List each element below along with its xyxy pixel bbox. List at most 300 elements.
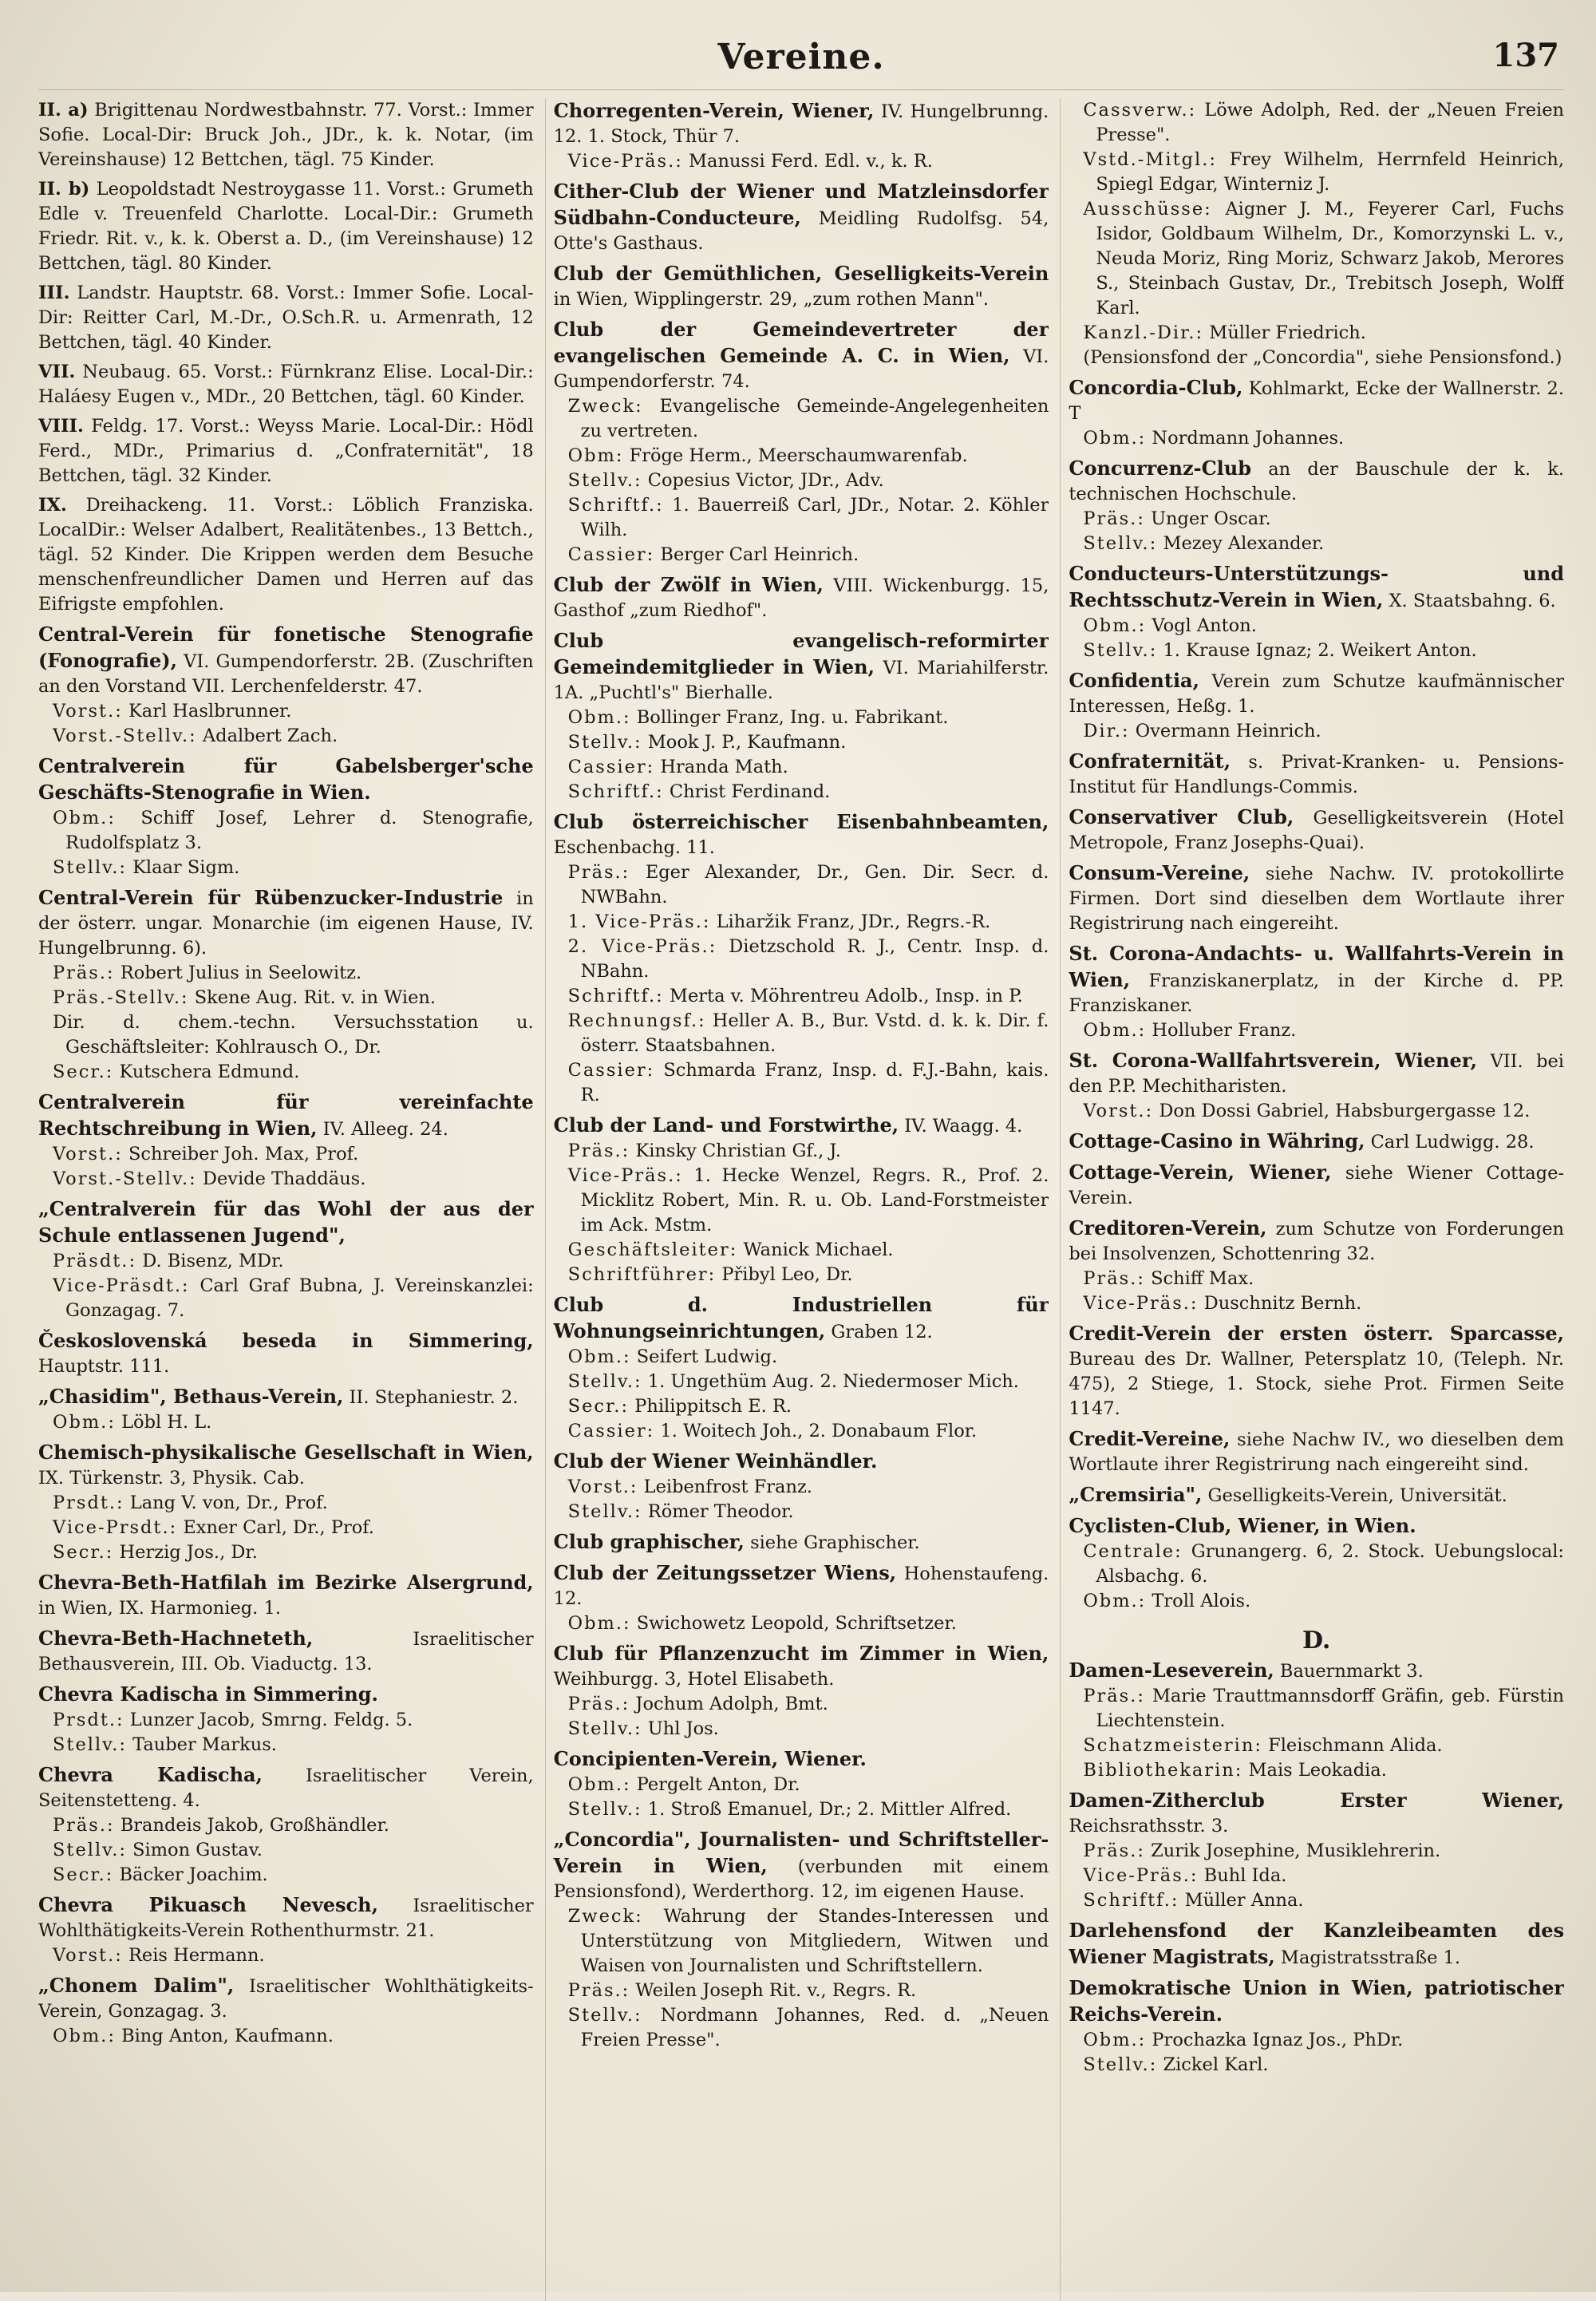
entry-officer-line bbox=[1069, 2053, 1564, 2078]
officer-name: Overmann Heinrich. bbox=[1135, 721, 1321, 741]
directory-entry bbox=[1069, 1482, 1564, 1508]
officer-name: Liharžik Franz, JDr., Regrs.-R. bbox=[716, 911, 991, 932]
directory-entry bbox=[38, 493, 534, 617]
entry-name: Club evangelisch-reformirter Gemeindemitglieder in Wien, bbox=[553, 629, 1049, 678]
directory-entry bbox=[554, 809, 1049, 1108]
entry-name: „Cremsiria", bbox=[1069, 1483, 1203, 1506]
entry-name: Demokratische Union in Wien, patriotischer Reichs-Verein. bbox=[1069, 1976, 1565, 2026]
officer-name: Klaar Sigm. bbox=[132, 857, 240, 878]
directory-entry bbox=[1069, 456, 1564, 556]
page-number: 137 bbox=[1492, 37, 1559, 74]
directory-entry bbox=[38, 1892, 534, 1968]
entry-details: an der Bauschule der k. k. technischen Hochschule. bbox=[1069, 459, 1565, 504]
entry-district: III. bbox=[38, 283, 70, 303]
directory-entry bbox=[38, 1626, 534, 1677]
officer-name: Zurik Josephine, Musiklehrerin. bbox=[1151, 1840, 1441, 1861]
directory-entry bbox=[554, 1113, 1049, 1287]
directory-entry bbox=[38, 1384, 534, 1435]
entry-details: in Wien, Wipplingerstr. 29, „zum rothen Mann". bbox=[553, 289, 989, 310]
officer-role: Obm: bbox=[567, 445, 624, 466]
entry-officer-line bbox=[38, 1516, 534, 1540]
officer-name: Unger Oscar. bbox=[1151, 508, 1271, 529]
officer-name: Holluber Franz. bbox=[1152, 1020, 1297, 1041]
officer-name: Vogl Anton. bbox=[1152, 615, 1257, 636]
officer-role: Obm.: bbox=[53, 1412, 116, 1433]
entry-name: „Concordia", Journalisten- und Schriftsteller-Verein in Wien, bbox=[553, 1828, 1049, 1877]
officer-name: Pergelt Anton, Dr. bbox=[636, 1774, 800, 1795]
entry-details: VII. bei den P.P. Mechitharisten. bbox=[1069, 1051, 1564, 1097]
officer-role: Zweck: bbox=[567, 396, 643, 417]
directory-entry bbox=[554, 628, 1049, 805]
entry-officer-line bbox=[1069, 197, 1564, 321]
entry-details: Eschenbachg. 11. bbox=[553, 837, 715, 858]
entry-details: IV. Alleeg. 24. bbox=[322, 1119, 448, 1140]
entry-details: Geselligkeitsverein (Hotel Metropole, Franz Josephs-Quai). bbox=[1069, 808, 1565, 853]
officer-role: Stellv.: bbox=[1083, 640, 1158, 661]
officer-name: Seifert Ludwig. bbox=[636, 1346, 778, 1367]
officer-name: Skene Aug. Rit. v. in Wien. bbox=[194, 987, 437, 1008]
directory-entry bbox=[38, 1973, 534, 2049]
directory-entry bbox=[554, 1827, 1049, 2053]
entry-officer-line bbox=[38, 699, 534, 724]
entry-officer-line bbox=[554, 1345, 1049, 1370]
entry-name: Consum-Vereine, bbox=[1069, 861, 1250, 884]
officer-name: Schmarda Franz, Insp. d. F.J.-Bahn, kais. R. bbox=[580, 1060, 1049, 1105]
entry-name: Confraternität, bbox=[1069, 749, 1231, 773]
entry-name: Darlehensfond der Kanzleibeamten des Wiener Magistrats, bbox=[1069, 1919, 1565, 1968]
directory-entry bbox=[38, 98, 534, 172]
entry-officer-line bbox=[1069, 321, 1564, 346]
officer-role: Cassier: bbox=[567, 757, 655, 777]
officer-role: Schriftf.: bbox=[567, 986, 664, 1006]
entry-details: Franziskanerplatz, in der Kirche d. PP. Franziskaner. bbox=[1069, 971, 1565, 1016]
officer-name: Lang V. von, Dr., Prof. bbox=[129, 1492, 328, 1513]
entry-officer-line bbox=[554, 1419, 1049, 1444]
officer-role: Präs.-Stellv.: bbox=[53, 987, 189, 1008]
officer-name: Troll Alois. bbox=[1152, 1591, 1251, 1611]
officer-name: Grunangerg. 6, 2. Stock. Uebungslocal: Alsbachg. 6. bbox=[1096, 1541, 1565, 1587]
officer-role: Obm.: bbox=[1083, 2030, 1147, 2050]
entry-officer-line bbox=[554, 1009, 1049, 1058]
page-title: Vereine. bbox=[717, 37, 885, 77]
directory-entry bbox=[1069, 1048, 1564, 1124]
officer-name: Copesius Victor, JDr., Adv. bbox=[647, 470, 884, 491]
entry-details: Hohenstaufeng. 12. bbox=[553, 1564, 1049, 1609]
officer-name: Wanick Michael. bbox=[743, 1239, 894, 1260]
officer-role: Obm.: bbox=[567, 1774, 631, 1795]
entry-officer-line bbox=[554, 1717, 1049, 1742]
officer-role: Stellv.: bbox=[53, 1734, 127, 1755]
entry-officer-line bbox=[1069, 1888, 1564, 1913]
officer-name: Adalbert Zach. bbox=[202, 725, 338, 746]
entry-officer-line bbox=[38, 1249, 534, 1274]
officer-name: Bäcker Joachim. bbox=[119, 1864, 268, 1885]
officer-role: Obm.: bbox=[53, 2026, 116, 2046]
entry-officer-line bbox=[554, 1979, 1049, 2003]
entry-details: s. Privat-Kranken- u. Pensions-Institut für Handlungs-Commis. bbox=[1069, 752, 1565, 797]
officer-role: Geschäftsleiter: bbox=[567, 1239, 738, 1260]
entry-name: Chevra Kadischa in Simmering. bbox=[38, 1682, 378, 1706]
officer-name: Bing Anton, Kaufmann. bbox=[121, 2026, 334, 2046]
directory-entry bbox=[554, 261, 1049, 312]
directory-entry bbox=[38, 1196, 534, 1323]
officer-name: 1. Krause Ignaz; 2. Weikert Anton. bbox=[1163, 640, 1477, 661]
entry-officer-line bbox=[1069, 346, 1564, 370]
entry-officer-line bbox=[554, 860, 1049, 910]
directory-entry bbox=[1069, 941, 1564, 1043]
officer-name: D. Bisenz, MDr. bbox=[142, 1251, 284, 1271]
officer-role: Obm.: bbox=[1083, 428, 1147, 449]
officer-name: Nordmann Johannes. bbox=[1152, 428, 1345, 449]
entry-officer-line bbox=[1069, 507, 1564, 532]
entry-officer-line bbox=[1069, 1291, 1564, 1316]
officer-role: Vorst.-Stellv.: bbox=[53, 725, 197, 746]
entry-details: siehe Graphischer. bbox=[750, 1532, 920, 1553]
officer-role: Vice-Präsdt.: bbox=[53, 1275, 190, 1296]
directory-entry bbox=[1069, 1975, 1564, 2078]
directory-entry bbox=[38, 1440, 534, 1565]
officer-role: Obm.: bbox=[567, 1613, 631, 1634]
officer-role: Cassier: bbox=[567, 544, 655, 565]
entry-name: „Chasidim", Bethaus-Verein, bbox=[38, 1385, 344, 1408]
section-letter-heading: D. bbox=[1302, 1627, 1331, 1655]
officer-name: Schreiber Joh. Max, Prof. bbox=[128, 1144, 359, 1164]
entry-officer-line bbox=[554, 1164, 1049, 1238]
entry-details: siehe Wiener Cottage-Verein. bbox=[1069, 1163, 1564, 1208]
entry-officer-line bbox=[38, 1540, 534, 1565]
directory-entry bbox=[1069, 1513, 1564, 1614]
entry-name: Club für Pflanzenzucht im Zimmer in Wien, bbox=[553, 1642, 1049, 1665]
officer-name: 1. Stroß Emanuel, Dr.; 2. Mittler Alfred. bbox=[647, 1799, 1012, 1820]
officer-role: Stellv.: bbox=[53, 857, 127, 878]
page-header bbox=[38, 32, 1564, 90]
officer-name: Manussi Ferd. Edl. v., k. R. bbox=[689, 151, 933, 172]
entry-name: Concipienten-Verein, Wiener. bbox=[553, 1747, 867, 1770]
directory-entry bbox=[1069, 1216, 1564, 1316]
directory-entry bbox=[554, 1449, 1049, 1524]
officer-name: Robert Julius in Seelowitz. bbox=[120, 963, 362, 983]
entry-officer-line bbox=[554, 2003, 1049, 2053]
officer-role: Cassier: bbox=[567, 1421, 655, 1441]
entry-district: II. a) bbox=[38, 100, 89, 121]
entry-details: IV. Waagg. 4. bbox=[904, 1116, 1023, 1137]
entry-officer-line bbox=[554, 910, 1049, 935]
entry-name: Cottage-Casino in Währing, bbox=[1069, 1129, 1365, 1152]
entry-officer-line bbox=[38, 856, 534, 880]
officer-name: Kinsky Christian Gf., J. bbox=[635, 1141, 841, 1161]
entry-details: Hauptstr. 111. bbox=[38, 1356, 170, 1377]
entry-officer-line bbox=[1069, 639, 1564, 663]
officer-name: Fröge Herm., Meerschaumwarenfab. bbox=[629, 445, 968, 466]
entry-details: Weihburgg. 3, Hotel Elisabeth. bbox=[553, 1669, 835, 1690]
directory-entry bbox=[554, 317, 1049, 567]
entry-officer-line bbox=[554, 1394, 1049, 1419]
entry-name: Chemisch-physikalische Gesellschaft in Wien, bbox=[38, 1441, 534, 1464]
entry-details: Leopoldstadt Nestroygasse 11. Vorst.: Grumeth Edle v. Treuenfeld Charlotte. Local-Dir.: Grumeth Friedr. Rit. v., k. k. Oberst a. D., (im Vereinshause) 12 Bettchen, tägl. 80 Kinder. bbox=[38, 179, 534, 274]
officer-name: Dir. d. chem.-techn. Versuchsstation u. Geschäftsleiter: Kohlrausch O., Dr. bbox=[53, 1012, 534, 1058]
officer-name: Wahrung der Standes-Interessen und Unterstützung von Mitgliedern, Witwen und Waisen von Journalisten und Schriftstellern. bbox=[580, 1906, 1049, 1976]
entry-name: Cyclisten-Club, Wiener, in Wien. bbox=[1069, 1514, 1416, 1537]
directory-entry bbox=[1069, 1918, 1564, 1971]
entry-officer-line bbox=[1069, 148, 1564, 197]
directory-entry bbox=[554, 98, 1049, 174]
officer-name: Christ Ferdinand. bbox=[669, 781, 831, 802]
entry-details: siehe Nachw. IV. protokollirte Firmen. Dort sind dieselben dem Wortlaute ihrer Registrirung nach eingereiht. bbox=[1069, 864, 1565, 934]
entry-name: Conservativer Club, bbox=[1069, 805, 1294, 828]
directory-entry bbox=[1069, 1658, 1564, 1783]
entry-officer-line bbox=[38, 1060, 534, 1085]
officer-role: Zweck: bbox=[567, 1906, 643, 1927]
directory-entry bbox=[1069, 561, 1564, 663]
officer-name: Schiff Max. bbox=[1151, 1268, 1254, 1289]
entry-officer-line bbox=[554, 1500, 1049, 1524]
entry-name: Cottage-Verein, Wiener, bbox=[1069, 1160, 1332, 1184]
directory-entry bbox=[38, 885, 534, 1085]
officer-name: Karl Haslbrunner. bbox=[128, 701, 292, 722]
directory-entry bbox=[1069, 1788, 1564, 1913]
entry-details: Israelitischer Verein, Seitenstetteng. 4. bbox=[38, 1765, 534, 1811]
directory-entry bbox=[38, 1570, 534, 1621]
entry-details: Magistratsstraße 1. bbox=[1280, 1947, 1461, 1968]
entry-details: Meidling Rudolfsg. 54, Otte's Gasthaus. bbox=[553, 208, 1049, 254]
entry-officer-line bbox=[38, 1491, 534, 1516]
entry-name: Credit-Vereine, bbox=[1069, 1427, 1231, 1450]
entry-officer-line bbox=[38, 1010, 534, 1060]
officer-role: Präs.: bbox=[1083, 1268, 1145, 1289]
entry-officer-line bbox=[554, 149, 1049, 174]
officer-name: Jochum Adolph, Bmt. bbox=[635, 1694, 828, 1714]
entry-officer-line bbox=[38, 806, 534, 856]
directory-entry bbox=[554, 1292, 1049, 1444]
entry-officer-line bbox=[554, 493, 1049, 543]
entry-officer-line bbox=[1069, 1758, 1564, 1783]
officer-role: Obm.: bbox=[1083, 1020, 1147, 1041]
officer-name: Nordmann Johannes, Red. d. „Neuen Freien Presse". bbox=[580, 2005, 1049, 2050]
officer-name: Heller A. B., Bur. Vstd. d. k. k. Dir. f. österr. Staatsbahnen. bbox=[580, 1010, 1049, 1056]
officer-name: Müller Anna. bbox=[1184, 1890, 1304, 1911]
entry-name: Club der Zeitungssetzer Wiens, bbox=[553, 1561, 897, 1584]
entry-officer-line bbox=[1069, 1589, 1564, 1614]
entry-name: Club der Wiener Weinhändler. bbox=[553, 1449, 878, 1473]
officer-role: Präs.: bbox=[53, 963, 115, 983]
officer-name: Schiff Josef, Lehrer d. Stenografie, Rudolfsplatz 3. bbox=[65, 808, 534, 853]
entry-details: VI. Mariahilferstr. 1A. „Puchtl's" Bierhalle. bbox=[553, 658, 1049, 703]
officer-role: Stellv.: bbox=[1083, 533, 1158, 554]
entry-officer-line bbox=[38, 1708, 534, 1733]
officer-role: Schriftf.: bbox=[1083, 1890, 1179, 1911]
entry-details: Graben 12. bbox=[831, 1322, 933, 1342]
officer-name: Löbl H. L. bbox=[121, 1412, 212, 1433]
entry-details: siehe Nachw IV., wo dieselben dem Wortlaute ihrer Registrirung nach eingereiht sind. bbox=[1069, 1429, 1564, 1475]
text-columns bbox=[38, 98, 1564, 2301]
officer-role: Cassier: bbox=[567, 1060, 655, 1081]
officer-name: Aigner J. M., Feyerer Carl, Fuchs Isidor, Goldbaum Wilhelm, Dr., Komorzynski L. v., Neuda Moriz, Ring Moriz, Schwarz Jakob, Merores S., Steinbach Gustav, Dr., Trebitsch Joseph, Wolff Karl. bbox=[1096, 199, 1565, 318]
entry-officer-line bbox=[38, 1142, 534, 1167]
entry-details: Dreihackeng. 11. Vorst.: Löblich Franziska. LocalDir.: Welser Adalbert, Realitätenbes., 13 Bettch., tägl. 52 Kinder. Die Krippen werden dem Besuche menschenfreundlicher Damen und Herren auf das Eifrigste empfohlen. bbox=[38, 495, 534, 615]
entry-officer-line bbox=[1069, 2028, 1564, 2053]
entry-officer-line bbox=[554, 1139, 1049, 1164]
officer-name: Kutschera Edmund. bbox=[119, 1062, 300, 1082]
officer-role: Dir.: bbox=[1083, 721, 1130, 741]
entry-details: Kohlmarkt, Ecke der Wallnerstr. 2. T bbox=[1069, 378, 1565, 424]
entry-name: Creditoren-Verein, bbox=[1069, 1216, 1267, 1239]
entry-name: „Chonem Dalim", bbox=[38, 1974, 235, 1997]
entry-name: Club der Zwölf in Wien, bbox=[553, 573, 824, 596]
officer-role: Secr.: bbox=[53, 1864, 114, 1885]
officer-role: Präsdt.: bbox=[53, 1251, 137, 1271]
officer-role: Vice-Präs.: bbox=[1083, 1293, 1199, 1314]
entry-officer-line bbox=[1069, 98, 1564, 148]
entry-officer-line bbox=[38, 961, 534, 986]
officer-name: Evangelische Gemeinde-Angelegenheiten zu vertreten. bbox=[580, 396, 1049, 441]
entry-officer-line bbox=[1069, 719, 1564, 744]
entry-officer-line bbox=[38, 1838, 534, 1863]
officer-name: Brandeis Jakob, Großhändler. bbox=[120, 1815, 389, 1836]
officer-role: Präs.: bbox=[567, 1694, 630, 1714]
entry-details: in Wien, IX. Harmonieg. 1. bbox=[38, 1598, 281, 1619]
officer-name: Frey Wilhelm, Herrnfeld Heinrich, Spiegl Edgar, Winterniz J. bbox=[1096, 149, 1565, 195]
officer-name: Berger Carl Heinrich. bbox=[660, 544, 859, 565]
entry-name: Chevra Kadischa, bbox=[38, 1763, 263, 1786]
entry-district: VIII. bbox=[38, 416, 84, 437]
entry-officer-line bbox=[1069, 532, 1564, 556]
directory-entry bbox=[554, 179, 1049, 256]
officer-role: Stellv.: bbox=[567, 1718, 642, 1739]
officer-role: Stellv.: bbox=[567, 732, 642, 753]
directory-entry bbox=[38, 1089, 534, 1192]
directory-entry bbox=[1069, 98, 1564, 370]
officer-name: Prochazka Ignaz Jos., PhDr. bbox=[1152, 2030, 1404, 2050]
entry-officer-line bbox=[38, 1410, 534, 1435]
entry-name: Concordia-Club, bbox=[1069, 376, 1243, 399]
officer-role: Secr.: bbox=[567, 1396, 630, 1417]
officer-name: Eger Alexander, Dr., Gen. Dir. Secr. d. NWBahn. bbox=[580, 862, 1049, 907]
entry-details: X. Staatsbahng. 6. bbox=[1389, 591, 1556, 611]
officer-name: 1. Bauerreiß Carl, JDr., Notar. 2. Köhler Wilh. bbox=[580, 495, 1049, 540]
officer-role: Stellv.: bbox=[567, 1799, 642, 1820]
entry-name: Club der Gemüthlichen, Geselligkeits-Verein bbox=[553, 262, 1049, 285]
officer-role: Obm.: bbox=[53, 808, 116, 828]
entry-officer-line bbox=[554, 1797, 1049, 1822]
officer-role: Centrale: bbox=[1083, 1541, 1183, 1562]
officer-role: Vorst.: bbox=[1083, 1101, 1154, 1121]
entry-officer-line bbox=[38, 986, 534, 1010]
directory-entry bbox=[1069, 860, 1564, 936]
officer-name: Leibenfrost Franz. bbox=[643, 1477, 812, 1497]
entry-officer-line bbox=[38, 1863, 534, 1888]
officer-role: Vstd.-Mitgl.: bbox=[1083, 149, 1217, 170]
entry-details: zum Schutze von Forderungen bei Insolvenzen, Schottenring 32. bbox=[1069, 1219, 1565, 1264]
entry-officer-line bbox=[554, 780, 1049, 805]
entry-officer-line bbox=[1069, 1018, 1564, 1043]
officer-name: Devide Thaddäus. bbox=[202, 1168, 366, 1189]
directory-entry bbox=[554, 1641, 1049, 1742]
entry-district: II. b) bbox=[38, 179, 90, 200]
entry-details: Israelitischer Wohlthätigkeits-Verein, Gonzagag. 3. bbox=[38, 1976, 534, 2022]
officer-role: Kanzl.-Dir.: bbox=[1083, 322, 1204, 343]
entry-details: Israelitischer Wohlthätigkeits-Verein Rothenthurmstr. 21. bbox=[38, 1896, 534, 1941]
entry-officer-line bbox=[38, 1943, 534, 1968]
officer-role: Stellv.: bbox=[567, 470, 642, 491]
officer-role: Obm.: bbox=[1083, 1591, 1147, 1611]
entry-district: IX. bbox=[38, 495, 67, 516]
entry-details: VI. Gumpendorferstr. 2B. (Zuschriften an den Vorstand VII. Lerchenfelderstr. 47. bbox=[38, 651, 534, 697]
officer-role: Obm.: bbox=[1083, 615, 1147, 636]
directory-entry bbox=[38, 177, 534, 276]
column-3 bbox=[1060, 98, 1564, 2301]
entry-name: St. Corona-Wallfahrtsverein, Wiener, bbox=[1069, 1049, 1477, 1072]
entry-details: Geselligkeits-Verein, Universität. bbox=[1207, 1485, 1507, 1506]
entry-name: Credit-Verein der ersten österr. Sparcasse, bbox=[1069, 1322, 1565, 1345]
directory-entry bbox=[38, 753, 534, 880]
directory-entry bbox=[38, 1762, 534, 1888]
entry-officer-line bbox=[554, 935, 1049, 984]
officer-name: Buhl Ida. bbox=[1203, 1865, 1287, 1886]
officer-name: Mook J. P., Kaufmann. bbox=[647, 732, 847, 753]
officer-name: 1. Hecke Wenzel, Regrs. R., Prof. 2. Micklitz Robert, Min. R. u. Ob. Land-Forstmeister im Ack. Mstm. bbox=[580, 1165, 1049, 1236]
entry-officer-line bbox=[38, 1167, 534, 1192]
directory-entry bbox=[38, 1682, 534, 1757]
directory-entry bbox=[554, 1746, 1049, 1822]
column-2 bbox=[545, 98, 1049, 2301]
officer-role: Schriftführer: bbox=[567, 1264, 717, 1285]
officer-name: (Pensionsfond der „Concordia", siehe Pensionsfond.) bbox=[1083, 347, 1562, 368]
officer-name: 1. Ungethüm Aug. 2. Niedermoser Mich. bbox=[647, 1371, 1019, 1392]
officer-role: Präs.: bbox=[1083, 508, 1145, 529]
entry-officer-line bbox=[554, 1475, 1049, 1500]
directory-entry bbox=[554, 572, 1049, 623]
entry-name: Chevra Pikuasch Nevesch, bbox=[38, 1893, 378, 1916]
entry-officer-line bbox=[38, 1813, 534, 1838]
entry-details: Landstr. Hauptstr. 68. Vorst.: Immer Sofie. Local-Dir: Reitter Carl, M.-Dr., O.Sch.R. u. Armenrath, 12 Bettchen, tägl. 40 Kinder. bbox=[38, 283, 534, 353]
officer-role: Stellv.: bbox=[567, 1371, 642, 1392]
entry-details: Neubaug. 65. Vorst.: Fürnkranz Elise. Local-Dir.: Haláesy Eugen v., MDr., 20 Bettchen, tägl. 60 Kinder. bbox=[38, 362, 534, 407]
entry-name: St. Corona-Andachts- u. Wallfahrts-Verein in Wien, bbox=[1069, 942, 1565, 991]
entry-details: in der österr. ungar. Monarchie (im eigenen Hause, IV. Hungelbrunng. 6). bbox=[38, 888, 534, 959]
officer-name: Bollinger Franz, Ing. u. Fabrikant. bbox=[636, 707, 949, 728]
directory-entry bbox=[1069, 805, 1564, 856]
entry-officer-line bbox=[1069, 426, 1564, 451]
officer-name: Philippitsch E. R. bbox=[634, 1396, 792, 1417]
entry-details: (verbunden mit einem Pensionsfond), Werderthorg. 12, im eigenen Hause. bbox=[553, 1856, 1049, 1902]
entry-officer-line bbox=[554, 1904, 1049, 1979]
entry-officer-line bbox=[1069, 1099, 1564, 1124]
officer-name: Uhl Jos. bbox=[647, 1718, 719, 1739]
officer-role: Vorst.-Stellv.: bbox=[53, 1168, 197, 1189]
entry-officer-line bbox=[554, 1773, 1049, 1797]
officer-role: Cassverw.: bbox=[1083, 100, 1197, 121]
column-1 bbox=[38, 98, 534, 2301]
entry-district: VII. bbox=[38, 362, 76, 382]
entry-details: Israelitischer Bethausverein, III. Ob. Viaductg. 13. bbox=[38, 1629, 534, 1674]
officer-role: Präs.: bbox=[1083, 1840, 1145, 1861]
officer-role: Bibliothekarin: bbox=[1083, 1760, 1243, 1781]
entry-name: Damen-Zitherclub Erster Wiener, bbox=[1069, 1789, 1565, 1812]
officer-role: Vorst.: bbox=[567, 1477, 638, 1497]
officer-role: Vice-Präs.: bbox=[567, 151, 683, 172]
entry-name: Confidentia, bbox=[1069, 669, 1199, 692]
officer-role: Secr.: bbox=[53, 1062, 114, 1082]
officer-name: Duschnitz Bernh. bbox=[1203, 1293, 1362, 1314]
entry-name: Centralverein für Gabelsberger'sche Geschäfts-Stenografie in Wien. bbox=[38, 754, 534, 804]
officer-name: Don Dossi Gabriel, Habsburgergasse 12. bbox=[1159, 1101, 1531, 1121]
officer-name: Müller Friedrich. bbox=[1209, 322, 1366, 343]
officer-role: Rechnungsf.: bbox=[567, 1010, 706, 1031]
officer-role: Ausschüsse: bbox=[1083, 199, 1212, 219]
entry-name: Chevra-Beth-Hachneteth, bbox=[38, 1627, 314, 1650]
officer-name: Carl Graf Bubna, J. Vereinskanzlei: Gonzagag. 7. bbox=[65, 1275, 534, 1321]
officer-name: Marie Trauttmannsdorff Gräfin, geb. Fürstin Liechtenstein. bbox=[1096, 1686, 1565, 1731]
